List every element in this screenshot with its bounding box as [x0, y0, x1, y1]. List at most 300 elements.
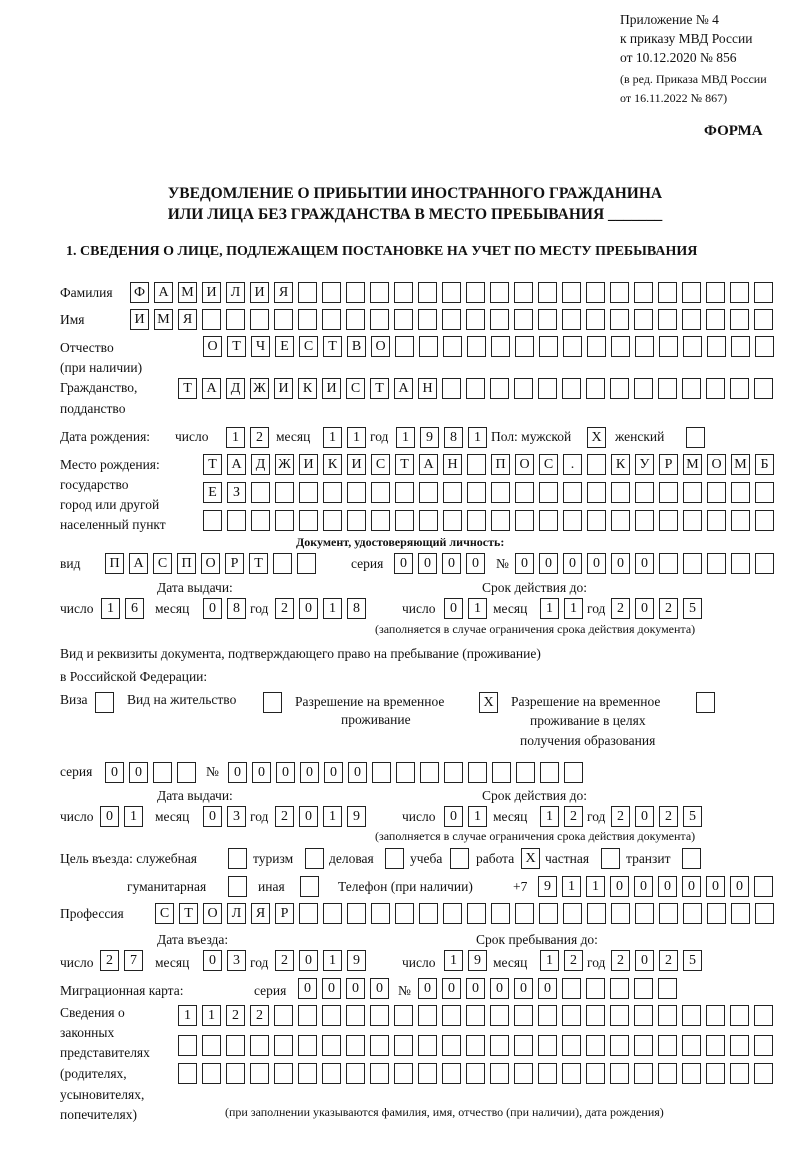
char-cell[interactable] [539, 510, 558, 531]
char-cell[interactable] [562, 282, 581, 303]
char-cell[interactable] [731, 903, 750, 924]
char-cell[interactable]: 5 [683, 806, 702, 827]
checkbox[interactable] [263, 692, 282, 713]
char-cell[interactable] [443, 482, 462, 503]
char-cell[interactable] [658, 978, 677, 999]
char-cell[interactable] [418, 282, 437, 303]
char-cell[interactable]: 2 [659, 950, 678, 971]
char-cell[interactable] [659, 553, 678, 574]
char-cell[interactable] [586, 1063, 605, 1084]
char-cell[interactable]: 0 [730, 876, 749, 897]
char-cell[interactable] [682, 1063, 701, 1084]
char-cell[interactable] [538, 1005, 557, 1026]
char-cell[interactable] [153, 762, 172, 783]
char-cell[interactable] [731, 510, 750, 531]
char-cell[interactable] [706, 1005, 725, 1026]
char-cell[interactable]: 0 [299, 806, 318, 827]
char-cell[interactable]: О [203, 336, 222, 357]
char-cell[interactable] [755, 553, 774, 574]
char-cell[interactable] [563, 510, 582, 531]
char-cell[interactable]: Д [251, 454, 270, 475]
char-cell[interactable]: 0 [682, 876, 701, 897]
char-cell[interactable]: 1 [540, 598, 559, 619]
char-cell[interactable] [298, 309, 317, 330]
char-cell[interactable] [611, 336, 630, 357]
char-cell[interactable]: С [155, 903, 174, 924]
checkbox[interactable]: X [587, 427, 606, 448]
char-cell[interactable] [299, 482, 318, 503]
char-cell[interactable] [683, 336, 702, 357]
char-cell[interactable] [347, 903, 366, 924]
char-cell[interactable]: Я [274, 282, 293, 303]
char-cell[interactable]: 2 [564, 950, 583, 971]
char-cell[interactable] [707, 482, 726, 503]
char-cell[interactable]: К [611, 454, 630, 475]
char-cell[interactable] [467, 482, 486, 503]
char-cell[interactable]: С [539, 454, 558, 475]
char-cell[interactable]: 0 [394, 553, 413, 574]
char-cell[interactable] [635, 336, 654, 357]
char-cell[interactable] [514, 309, 533, 330]
checkbox[interactable]: X [521, 848, 540, 869]
char-cell[interactable] [419, 903, 438, 924]
char-cell[interactable]: М [154, 309, 173, 330]
char-cell[interactable] [514, 282, 533, 303]
char-cell[interactable] [539, 336, 558, 357]
char-cell[interactable]: Б [755, 454, 774, 475]
char-cell[interactable]: А [394, 378, 413, 399]
char-cell[interactable]: 1 [101, 598, 120, 619]
char-cell[interactable]: 9 [347, 950, 366, 971]
char-cell[interactable] [442, 1035, 461, 1056]
char-cell[interactable] [372, 762, 391, 783]
char-cell[interactable] [466, 1035, 485, 1056]
char-cell[interactable]: 0 [418, 553, 437, 574]
char-cell[interactable]: 0 [299, 598, 318, 619]
char-cell[interactable] [322, 309, 341, 330]
char-cell[interactable] [346, 309, 365, 330]
char-cell[interactable] [706, 282, 725, 303]
char-cell[interactable] [298, 1005, 317, 1026]
char-cell[interactable]: 1 [347, 427, 366, 448]
char-cell[interactable] [587, 482, 606, 503]
char-cell[interactable] [586, 282, 605, 303]
char-cell[interactable] [755, 482, 774, 503]
char-cell[interactable]: А [154, 282, 173, 303]
char-cell[interactable]: Е [203, 482, 222, 503]
char-cell[interactable] [466, 309, 485, 330]
char-cell[interactable]: 0 [322, 978, 341, 999]
char-cell[interactable] [515, 336, 534, 357]
char-cell[interactable]: А [419, 454, 438, 475]
char-cell[interactable] [394, 309, 413, 330]
char-cell[interactable] [419, 510, 438, 531]
char-cell[interactable]: О [201, 553, 220, 574]
char-cell[interactable] [202, 1063, 221, 1084]
checkbox[interactable]: X [479, 692, 498, 713]
char-cell[interactable] [706, 1063, 725, 1084]
char-cell[interactable] [610, 1035, 629, 1056]
checkbox[interactable] [300, 876, 319, 897]
char-cell[interactable] [467, 903, 486, 924]
char-cell[interactable]: 0 [348, 762, 367, 783]
char-cell[interactable] [442, 378, 461, 399]
char-cell[interactable] [394, 1063, 413, 1084]
char-cell[interactable] [754, 1005, 773, 1026]
char-cell[interactable] [371, 482, 390, 503]
char-cell[interactable] [443, 903, 462, 924]
char-cell[interactable] [394, 1035, 413, 1056]
char-cell[interactable]: А [129, 553, 148, 574]
char-cell[interactable] [634, 1035, 653, 1056]
char-cell[interactable] [490, 1005, 509, 1026]
char-cell[interactable] [492, 762, 511, 783]
char-cell[interactable] [610, 1063, 629, 1084]
char-cell[interactable] [682, 309, 701, 330]
char-cell[interactable]: И [250, 282, 269, 303]
char-cell[interactable]: 0 [442, 553, 461, 574]
char-cell[interactable] [274, 1035, 293, 1056]
char-cell[interactable] [731, 336, 750, 357]
char-cell[interactable]: Т [227, 336, 246, 357]
char-cell[interactable]: 1 [540, 950, 559, 971]
char-cell[interactable]: 2 [611, 806, 630, 827]
char-cell[interactable] [539, 903, 558, 924]
char-cell[interactable] [490, 309, 509, 330]
char-cell[interactable] [730, 1063, 749, 1084]
char-cell[interactable] [754, 378, 773, 399]
char-cell[interactable] [562, 378, 581, 399]
char-cell[interactable]: 1 [586, 876, 605, 897]
char-cell[interactable] [490, 1035, 509, 1056]
char-cell[interactable] [418, 1005, 437, 1026]
char-cell[interactable] [514, 1005, 533, 1026]
char-cell[interactable] [707, 336, 726, 357]
char-cell[interactable] [227, 510, 246, 531]
char-cell[interactable] [635, 903, 654, 924]
char-cell[interactable] [682, 378, 701, 399]
char-cell[interactable] [418, 1035, 437, 1056]
char-cell[interactable] [563, 336, 582, 357]
char-cell[interactable]: 2 [611, 950, 630, 971]
char-cell[interactable] [730, 282, 749, 303]
char-cell[interactable]: 0 [515, 553, 534, 574]
char-cell[interactable] [323, 903, 342, 924]
char-cell[interactable] [491, 482, 510, 503]
char-cell[interactable] [564, 762, 583, 783]
char-cell[interactable]: Т [178, 378, 197, 399]
char-cell[interactable] [706, 309, 725, 330]
char-cell[interactable] [539, 482, 558, 503]
checkbox[interactable] [601, 848, 620, 869]
char-cell[interactable]: К [298, 378, 317, 399]
checkbox[interactable] [95, 692, 114, 713]
char-cell[interactable] [634, 1063, 653, 1084]
char-cell[interactable] [346, 1005, 365, 1026]
char-cell[interactable] [658, 1035, 677, 1056]
char-cell[interactable] [563, 482, 582, 503]
char-cell[interactable]: 2 [659, 598, 678, 619]
char-cell[interactable] [730, 309, 749, 330]
char-cell[interactable] [251, 510, 270, 531]
char-cell[interactable] [251, 482, 270, 503]
char-cell[interactable] [467, 510, 486, 531]
char-cell[interactable]: 0 [203, 806, 222, 827]
char-cell[interactable] [491, 510, 510, 531]
char-cell[interactable] [203, 510, 222, 531]
char-cell[interactable] [586, 1005, 605, 1026]
char-cell[interactable] [178, 1063, 197, 1084]
char-cell[interactable] [491, 903, 510, 924]
char-cell[interactable]: 0 [490, 978, 509, 999]
char-cell[interactable] [346, 1063, 365, 1084]
char-cell[interactable] [466, 378, 485, 399]
char-cell[interactable]: 2 [275, 950, 294, 971]
char-cell[interactable] [466, 282, 485, 303]
char-cell[interactable] [659, 903, 678, 924]
char-cell[interactable] [634, 378, 653, 399]
char-cell[interactable]: 0 [635, 598, 654, 619]
char-cell[interactable] [540, 762, 559, 783]
checkbox[interactable] [696, 692, 715, 713]
char-cell[interactable]: 0 [611, 553, 630, 574]
char-cell[interactable] [754, 876, 773, 897]
char-cell[interactable] [611, 903, 630, 924]
char-cell[interactable] [370, 1035, 389, 1056]
char-cell[interactable]: 0 [298, 978, 317, 999]
char-cell[interactable]: 0 [538, 978, 557, 999]
char-cell[interactable] [250, 1063, 269, 1084]
char-cell[interactable]: О [707, 454, 726, 475]
char-cell[interactable]: И [274, 378, 293, 399]
char-cell[interactable] [611, 482, 630, 503]
char-cell[interactable] [515, 482, 534, 503]
char-cell[interactable]: 0 [100, 806, 119, 827]
char-cell[interactable]: 0 [105, 762, 124, 783]
char-cell[interactable]: 0 [444, 806, 463, 827]
checkbox[interactable] [686, 427, 705, 448]
char-cell[interactable] [298, 1035, 317, 1056]
char-cell[interactable] [346, 1035, 365, 1056]
char-cell[interactable] [611, 510, 630, 531]
char-cell[interactable] [658, 309, 677, 330]
char-cell[interactable] [754, 282, 773, 303]
char-cell[interactable]: 0 [203, 950, 222, 971]
char-cell[interactable] [659, 336, 678, 357]
char-cell[interactable] [683, 553, 702, 574]
char-cell[interactable] [610, 978, 629, 999]
char-cell[interactable]: О [203, 903, 222, 924]
char-cell[interactable] [707, 510, 726, 531]
char-cell[interactable]: Р [225, 553, 244, 574]
char-cell[interactable] [538, 309, 557, 330]
char-cell[interactable]: У [635, 454, 654, 475]
checkbox[interactable] [228, 876, 247, 897]
char-cell[interactable] [347, 482, 366, 503]
char-cell[interactable] [538, 1063, 557, 1084]
char-cell[interactable] [755, 510, 774, 531]
char-cell[interactable]: А [202, 378, 221, 399]
char-cell[interactable] [586, 1035, 605, 1056]
char-cell[interactable]: С [153, 553, 172, 574]
char-cell[interactable] [202, 1035, 221, 1056]
char-cell[interactable] [538, 1035, 557, 1056]
char-cell[interactable] [419, 336, 438, 357]
checkbox[interactable] [228, 848, 247, 869]
char-cell[interactable] [682, 282, 701, 303]
char-cell[interactable]: 9 [468, 950, 487, 971]
char-cell[interactable]: 9 [420, 427, 439, 448]
char-cell[interactable]: 8 [444, 427, 463, 448]
char-cell[interactable]: 0 [634, 876, 653, 897]
char-cell[interactable]: К [323, 454, 342, 475]
char-cell[interactable] [658, 282, 677, 303]
char-cell[interactable]: . [563, 454, 582, 475]
char-cell[interactable]: П [491, 454, 510, 475]
char-cell[interactable] [274, 1063, 293, 1084]
char-cell[interactable]: 1 [564, 598, 583, 619]
char-cell[interactable] [467, 454, 486, 475]
char-cell[interactable] [226, 1063, 245, 1084]
char-cell[interactable]: М [178, 282, 197, 303]
char-cell[interactable] [395, 903, 414, 924]
char-cell[interactable]: 0 [563, 553, 582, 574]
char-cell[interactable] [659, 510, 678, 531]
char-cell[interactable] [515, 510, 534, 531]
char-cell[interactable]: 0 [635, 950, 654, 971]
char-cell[interactable] [682, 1035, 701, 1056]
char-cell[interactable] [658, 378, 677, 399]
char-cell[interactable]: С [346, 378, 365, 399]
char-cell[interactable]: 2 [250, 427, 269, 448]
char-cell[interactable] [707, 553, 726, 574]
char-cell[interactable] [466, 1063, 485, 1084]
char-cell[interactable] [635, 482, 654, 503]
char-cell[interactable] [177, 762, 196, 783]
char-cell[interactable]: С [371, 454, 390, 475]
char-cell[interactable]: Т [323, 336, 342, 357]
char-cell[interactable] [297, 553, 316, 574]
char-cell[interactable] [635, 510, 654, 531]
char-cell[interactable] [420, 762, 439, 783]
char-cell[interactable] [659, 482, 678, 503]
char-cell[interactable]: 0 [514, 978, 533, 999]
char-cell[interactable] [755, 903, 774, 924]
char-cell[interactable]: 9 [538, 876, 557, 897]
char-cell[interactable] [395, 482, 414, 503]
char-cell[interactable]: 0 [444, 598, 463, 619]
char-cell[interactable]: И [202, 282, 221, 303]
char-cell[interactable]: П [177, 553, 196, 574]
char-cell[interactable]: 2 [226, 1005, 245, 1026]
char-cell[interactable]: 5 [683, 598, 702, 619]
checkbox[interactable] [450, 848, 469, 869]
char-cell[interactable] [562, 1005, 581, 1026]
char-cell[interactable]: 2 [611, 598, 630, 619]
char-cell[interactable]: 1 [323, 427, 342, 448]
char-cell[interactable]: Н [443, 454, 462, 475]
char-cell[interactable]: 1 [468, 806, 487, 827]
char-cell[interactable] [443, 336, 462, 357]
char-cell[interactable] [514, 1035, 533, 1056]
char-cell[interactable] [322, 1063, 341, 1084]
char-cell[interactable] [226, 309, 245, 330]
char-cell[interactable] [178, 1035, 197, 1056]
char-cell[interactable]: И [322, 378, 341, 399]
char-cell[interactable] [491, 336, 510, 357]
char-cell[interactable] [322, 282, 341, 303]
char-cell[interactable] [754, 1035, 773, 1056]
char-cell[interactable] [562, 309, 581, 330]
char-cell[interactable] [754, 309, 773, 330]
char-cell[interactable]: Р [275, 903, 294, 924]
char-cell[interactable]: А [227, 454, 246, 475]
char-cell[interactable] [587, 336, 606, 357]
char-cell[interactable]: 8 [347, 598, 366, 619]
char-cell[interactable] [731, 553, 750, 574]
char-cell[interactable]: 0 [587, 553, 606, 574]
char-cell[interactable] [250, 309, 269, 330]
char-cell[interactable]: 1 [202, 1005, 221, 1026]
char-cell[interactable]: 1 [323, 950, 342, 971]
char-cell[interactable] [683, 903, 702, 924]
char-cell[interactable]: Д [226, 378, 245, 399]
char-cell[interactable] [226, 1035, 245, 1056]
char-cell[interactable]: 0 [276, 762, 295, 783]
char-cell[interactable] [370, 1063, 389, 1084]
char-cell[interactable] [516, 762, 535, 783]
char-cell[interactable]: 0 [203, 598, 222, 619]
char-cell[interactable]: 0 [635, 806, 654, 827]
char-cell[interactable] [347, 510, 366, 531]
char-cell[interactable] [322, 1035, 341, 1056]
char-cell[interactable] [371, 510, 390, 531]
char-cell[interactable] [683, 482, 702, 503]
char-cell[interactable]: 0 [539, 553, 558, 574]
char-cell[interactable] [442, 282, 461, 303]
char-cell[interactable]: Л [227, 903, 246, 924]
char-cell[interactable] [394, 1005, 413, 1026]
char-cell[interactable] [395, 336, 414, 357]
char-cell[interactable]: 0 [324, 762, 343, 783]
char-cell[interactable]: М [683, 454, 702, 475]
char-cell[interactable]: Т [395, 454, 414, 475]
char-cell[interactable] [322, 1005, 341, 1026]
char-cell[interactable]: 0 [299, 950, 318, 971]
char-cell[interactable] [298, 282, 317, 303]
char-cell[interactable]: 2 [250, 1005, 269, 1026]
char-cell[interactable] [490, 378, 509, 399]
char-cell[interactable] [346, 282, 365, 303]
char-cell[interactable] [514, 378, 533, 399]
char-cell[interactable] [587, 903, 606, 924]
checkbox[interactable] [682, 848, 701, 869]
char-cell[interactable]: 1 [323, 806, 342, 827]
char-cell[interactable]: В [347, 336, 366, 357]
char-cell[interactable] [274, 1005, 293, 1026]
char-cell[interactable] [250, 1035, 269, 1056]
char-cell[interactable]: 0 [706, 876, 725, 897]
char-cell[interactable]: Р [659, 454, 678, 475]
char-cell[interactable] [274, 309, 293, 330]
char-cell[interactable] [467, 336, 486, 357]
char-cell[interactable]: 0 [442, 978, 461, 999]
char-cell[interactable] [275, 482, 294, 503]
char-cell[interactable] [562, 978, 581, 999]
char-cell[interactable] [443, 510, 462, 531]
char-cell[interactable]: 0 [418, 978, 437, 999]
char-cell[interactable] [707, 903, 726, 924]
